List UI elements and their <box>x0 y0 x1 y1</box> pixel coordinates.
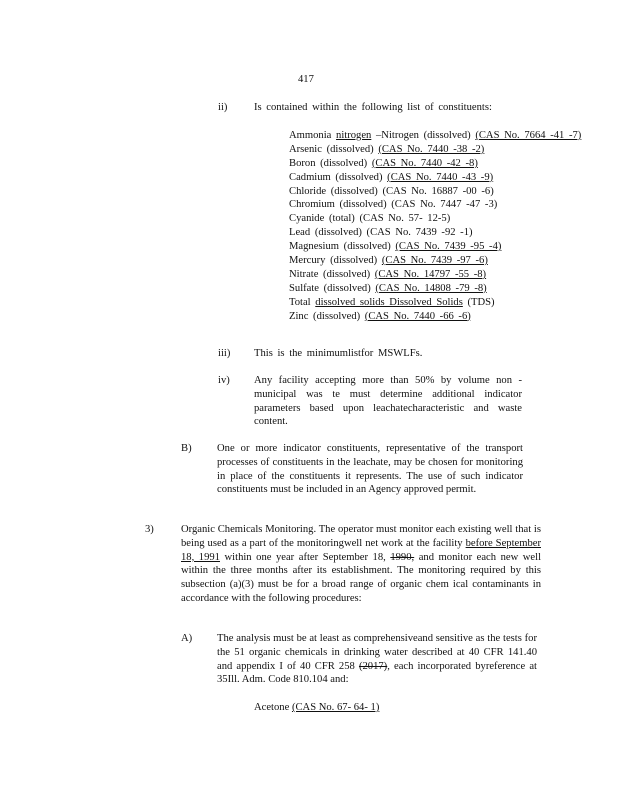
constituent-item: Chromium (dissolved) (CAS No. 7447 -47 -3) <box>289 199 498 211</box>
item-iii-text: This is the minimumlistfor MSWLFs. <box>254 348 423 359</box>
item-iv-label: iv) <box>218 375 230 386</box>
item-ii-text: Is contained within the following list of constituents: <box>254 102 492 113</box>
inserted-date: before September 18, 1991 <box>181 537 541 563</box>
constituent-item: Nitrate (dissolved) (CAS No. 14797 -55 -8) <box>289 268 487 280</box>
acetone-line: Acetone (CAS No. 67- 64- 1) <box>254 702 380 713</box>
struck-year: 1990 <box>390 551 412 563</box>
item-A-label: A) <box>181 633 193 644</box>
item-iv-text: Any facility accepting more than 50% by volume non - municipal was te must determine additional indicator parameters based upon leachatecharacteristic and waste content. <box>254 375 522 428</box>
item-ii-label: ii) <box>218 102 228 113</box>
constituent-item: Chloride (dissolved) (CAS No. 16887 -00 -6) <box>289 185 494 197</box>
constituent-item: Zinc (dissolved) (CAS No. 7440 -66 -6) <box>289 310 471 322</box>
constituent-item: Cadmium (dissolved) (CAS No. 7440 -43 -9) <box>289 171 494 183</box>
constituent-item: Arsenic (dissolved) (CAS No. 7440 -38 -2) <box>289 143 485 155</box>
constituent-item: Cyanide (total) (CAS No. 57- 12-5) <box>289 213 451 225</box>
constituent-item: Total dissolved solids Dissolved Solids (TDS) <box>289 296 495 308</box>
item-3-text: Organic Chemicals Monitoring. The operator must monitor each existing well that is being used as a part of the monitoringwell net work at the facility before September 18, 1991 within one year after September 18, 1990, and monitor each new well within the three months after its establishment. The monitoring required by this subsection (a)(3) must be for a broad range of organic chem ical contaminants in accordance with the following procedures: <box>181 524 542 604</box>
constituent-item: Boron (dissolved) (CAS No. 7440 -42 -8) <box>289 157 478 169</box>
constituent-item: Mercury (dissolved) (CAS No. 7439 -97 -6) <box>289 255 488 267</box>
item-B-label: B) <box>181 443 192 454</box>
constituent-list <box>289 129 581 323</box>
item-3-label: 3) <box>145 524 154 535</box>
item-A-text: The analysis must be at least as comprehensiveand sensitive as the tests for the 51 organic chemicals in drinking water described at 40 CFR 141.40 and appendix I of 40 CFR 258 (2017), each incorporated byreference at 35Ill. Adm. Code 810.104 and: <box>217 633 537 686</box>
constituent-item: Magnesium (dissolved) (CAS No. 7439 -95 -4) <box>289 241 502 253</box>
constituent-item: Lead (dissolved) (CAS No. 7439 -92 -1) <box>289 227 473 239</box>
item-B-text: One or more indicator constituents, representative of the transport processes of constituents in the leachate, may be chosen for monitoring in place of the constituents it represents. The use of such indicator constituents must be included in an Agency approved permit. <box>217 443 523 496</box>
constituent-item: Sulfate (dissolved) (CAS No. 14808 -79 -8) <box>289 282 487 294</box>
page-number: 417 <box>298 74 314 85</box>
item-iii-label: iii) <box>218 348 231 359</box>
constituent-item: Ammonia nitrogen –Nitrogen (dissolved) (CAS No. 7664 -41 -7) <box>289 130 582 141</box>
struck-year-2017: (2017) <box>358 660 388 672</box>
